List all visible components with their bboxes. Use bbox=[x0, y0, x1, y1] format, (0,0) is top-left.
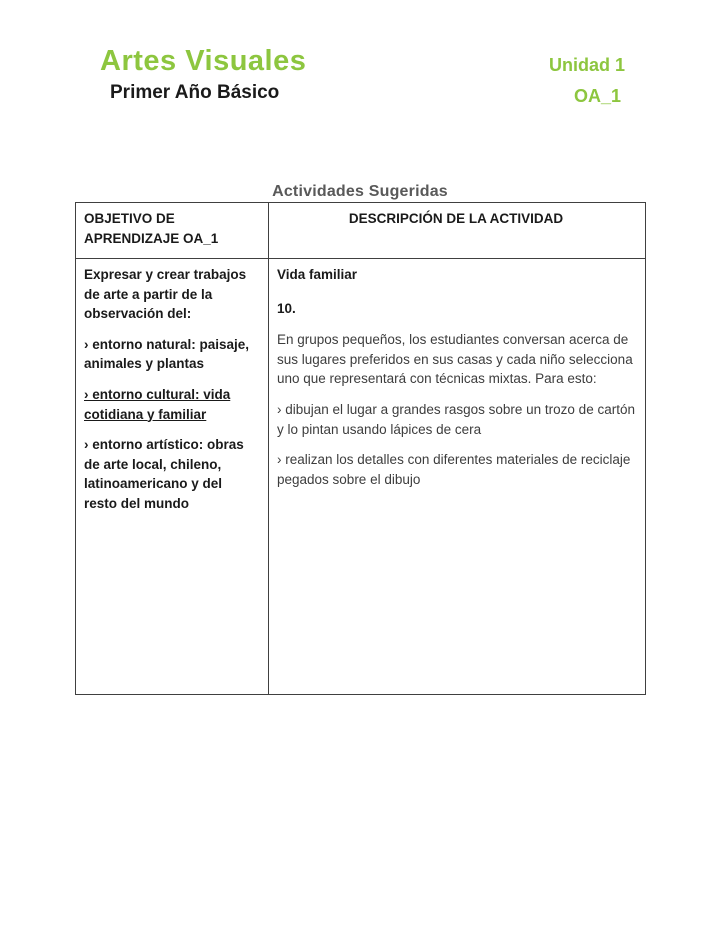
objective-cell bbox=[76, 259, 269, 695]
activity-title: Vida familiar bbox=[277, 267, 358, 283]
course-title: Artes Visuales bbox=[100, 45, 307, 77]
activities-table bbox=[75, 202, 646, 695]
objective-item-natural: › entorno natural: paisaje, animales y plantas bbox=[84, 336, 250, 372]
description-column-header: DESCRIPCIÓN DE LA ACTIVIDAD bbox=[269, 203, 646, 259]
header-left bbox=[100, 45, 306, 104]
oa-label: OA_1 bbox=[573, 86, 621, 106]
objective-item-artistic: › entorno artístico: obras de arte local, chileno, latinoamericano y del resto del mundo bbox=[84, 437, 244, 511]
table-body-row bbox=[76, 259, 646, 695]
grade-subtitle: Primer Año Básico bbox=[110, 82, 280, 103]
table-header-row bbox=[76, 203, 646, 259]
objective-intro: Expresar y crear trabajos de arte a partir de la observación del: bbox=[84, 267, 247, 322]
section-title: Actividades Sugeridas bbox=[272, 183, 448, 200]
document-header bbox=[0, 0, 720, 107]
unit-label: Unidad 1 bbox=[548, 55, 625, 75]
header-right bbox=[549, 45, 625, 107]
objective-column-header: OBJETIVO DE APRENDIZAJE OA_1 bbox=[76, 203, 269, 259]
description-cell bbox=[269, 259, 646, 695]
activity-step-2: › realizan los detalles con diferentes materiales de reciclaje pegados sobre el dibujo bbox=[277, 452, 631, 487]
activity-number: 10. bbox=[277, 300, 296, 316]
objective-item-cultural: › entorno cultural: vida cotidiana y familiar bbox=[84, 386, 231, 422]
activity-intro: En grupos pequeños, los estudiantes conversan acerca de sus lugares preferidos en sus casas y cada niño selecciona uno que representará con técnicas mixtas. Para esto: bbox=[277, 332, 633, 387]
activity-step-1: › dibujan el lugar a grandes rasgos sobre un trozo de cartón y lo pintan usando lápices de cera bbox=[277, 401, 635, 437]
